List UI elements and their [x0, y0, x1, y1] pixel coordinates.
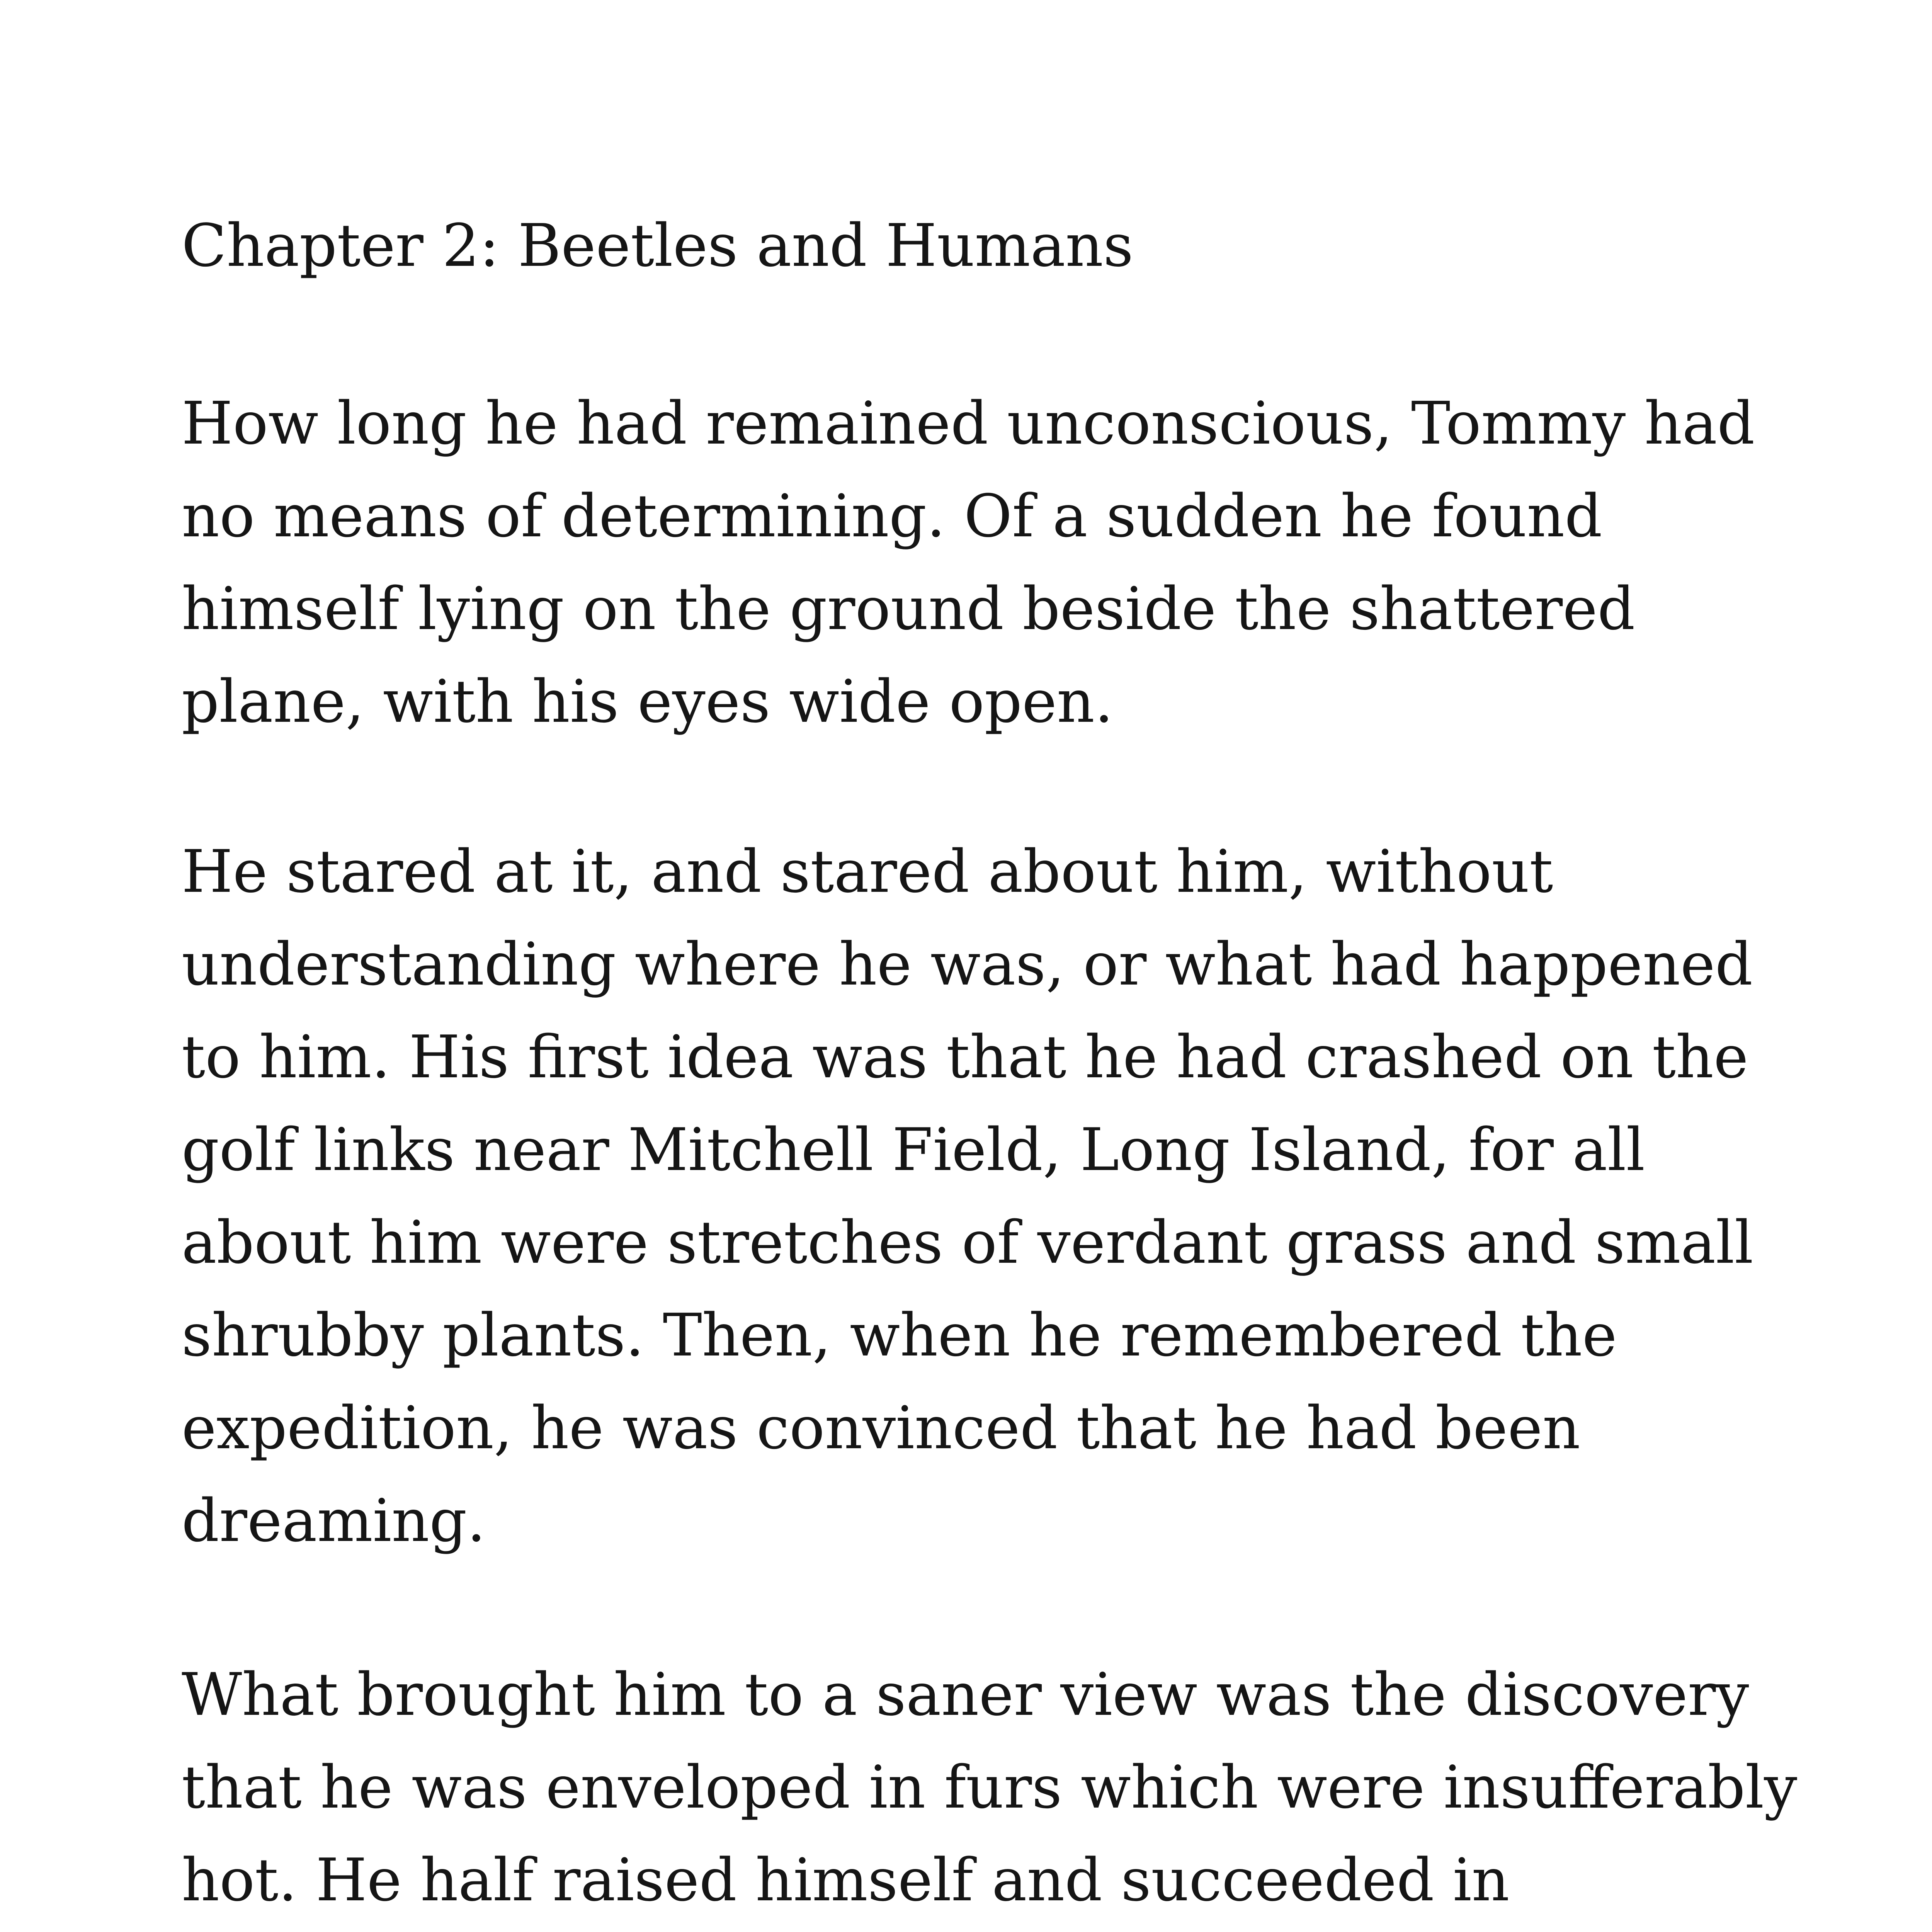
paragraph-2-line-2: understanding where he was, or what had happened [182, 930, 1753, 998]
chapter-title: Chapter 2: Beetles and Humans [182, 211, 1134, 280]
paragraph-1-line-3: himself lying on the ground beside the shattered [182, 575, 1635, 643]
paragraph-3-line-1: What brought him to a saner view was the discovery [182, 1660, 1749, 1729]
paragraph-2-line-3: to him. His first idea was that he had crashed on the [182, 1023, 1748, 1091]
paragraph-2-line-5: about him were stretches of verdant grass and small [182, 1208, 1753, 1277]
paragraph-2-line-6: shrubby plants. Then, when he remembered the [182, 1301, 1617, 1369]
paragraph-2-line-1: He stared at it, and stared about him, without [182, 837, 1553, 906]
paragraph-1-line-2: no means of determining. Of a sudden he found [182, 482, 1602, 550]
paragraph-2-line-7: expedition, he was convinced that he had been [182, 1394, 1580, 1462]
paragraph-3-line-2: that he was enveloped in furs which were insufferably [182, 1753, 1798, 1821]
paragraph-1-line-4: plane, with his eyes wide open. [182, 667, 1114, 736]
paragraph-2-line-4: golf links near Mitchell Field, Long Island, for all [182, 1116, 1645, 1184]
paragraph-2-line-8: dreaming. [182, 1486, 486, 1555]
paragraph-3-line-3: hot. He half raised himself and succeeded in [182, 1846, 1510, 1914]
paragraph-1-line-1: How long he had remained unconscious, Tommy had [182, 389, 1755, 457]
